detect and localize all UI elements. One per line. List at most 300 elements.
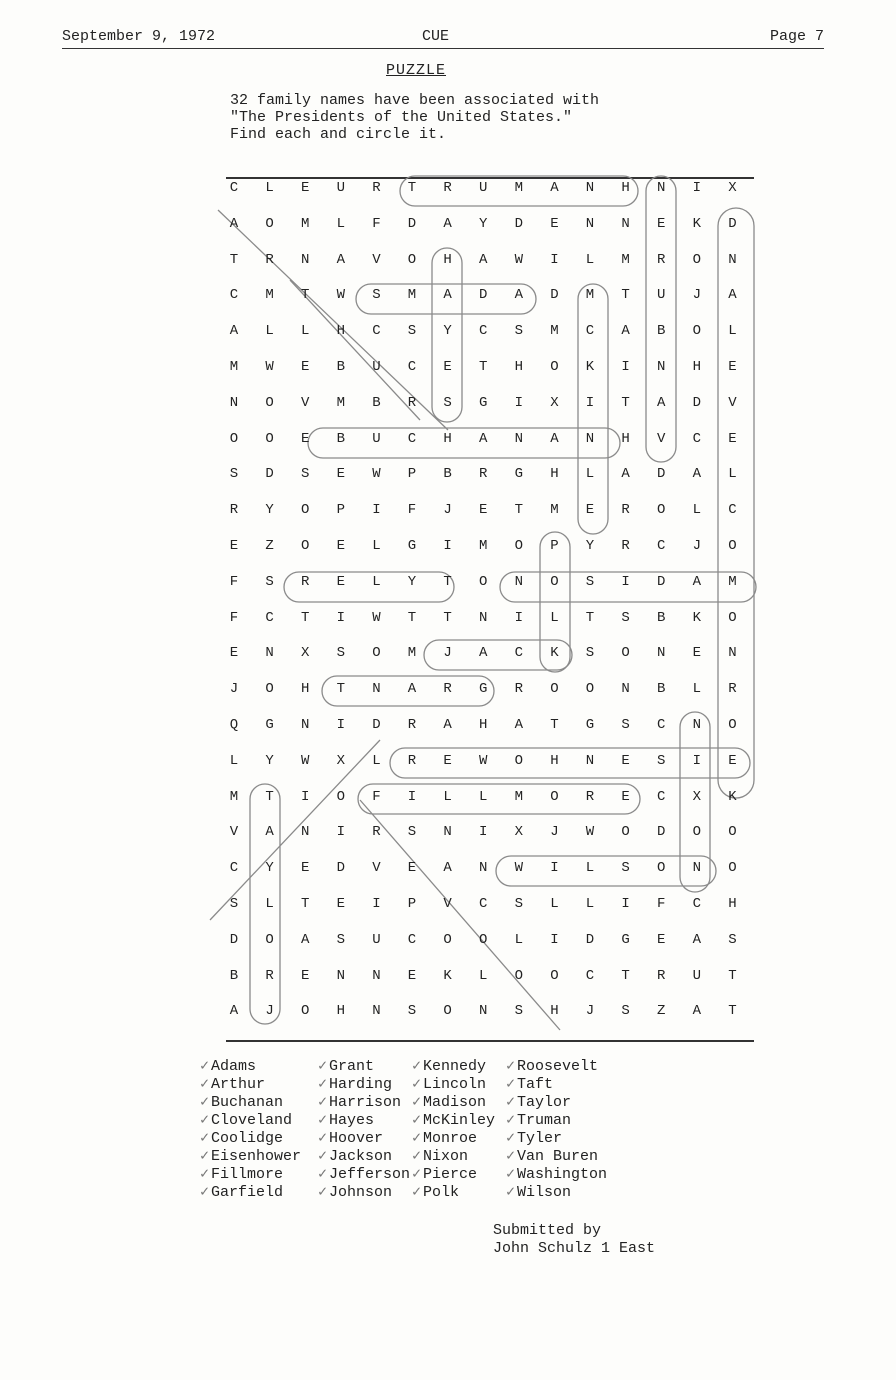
grid-letter[interactable]: I bbox=[336, 824, 345, 841]
grid-letter[interactable]: O bbox=[300, 1003, 310, 1020]
grid-letter[interactable]: I bbox=[336, 717, 345, 733]
grid-letter[interactable]: H bbox=[336, 323, 345, 340]
grid-letter[interactable]: A bbox=[443, 215, 452, 232]
grid-letter[interactable]: E bbox=[728, 359, 737, 375]
grid-letter[interactable]: M bbox=[300, 215, 310, 232]
grid-letter[interactable]: E bbox=[407, 860, 417, 877]
grid-letter[interactable]: E bbox=[300, 430, 310, 447]
grid-letter[interactable]: O bbox=[265, 681, 274, 698]
grid-letter[interactable]: T bbox=[728, 1003, 737, 1020]
grid-letter[interactable]: R bbox=[407, 394, 417, 411]
grid-letter[interactable]: A bbox=[443, 860, 452, 877]
grid-letter[interactable]: O bbox=[478, 573, 488, 590]
grid-letter[interactable]: B bbox=[336, 430, 345, 447]
grid-letter[interactable]: H bbox=[300, 681, 310, 698]
grid-letter[interactable]: W bbox=[300, 752, 310, 769]
grid-letter[interactable]: W bbox=[514, 860, 523, 877]
grid-letter[interactable]: C bbox=[407, 359, 417, 375]
grid-letter[interactable]: C bbox=[656, 538, 666, 554]
grid-letter[interactable]: P bbox=[336, 502, 345, 519]
grid-letter[interactable]: M bbox=[407, 287, 417, 304]
grid-letter[interactable]: A bbox=[265, 824, 274, 841]
grid-letter[interactable]: C bbox=[229, 860, 239, 877]
grid-letter[interactable]: A bbox=[478, 645, 488, 662]
grid-letter[interactable]: U bbox=[372, 931, 381, 948]
grid-letter[interactable]: E bbox=[443, 752, 452, 769]
grid-letter[interactable]: O bbox=[300, 538, 310, 554]
grid-letter[interactable]: E bbox=[300, 359, 310, 375]
grid-letter[interactable]: C bbox=[692, 430, 701, 447]
grid-letter[interactable]: O bbox=[585, 681, 595, 698]
grid-letter[interactable]: S bbox=[229, 466, 239, 483]
grid-letter[interactable]: V bbox=[372, 860, 381, 877]
grid-letter[interactable]: Y bbox=[407, 573, 417, 590]
grid-letter[interactable]: S bbox=[656, 752, 666, 769]
grid-letter[interactable]: D bbox=[728, 215, 737, 232]
grid-letter[interactable]: H bbox=[550, 1003, 559, 1020]
grid-letter[interactable]: W bbox=[372, 466, 381, 483]
grid-letter[interactable]: L bbox=[550, 896, 559, 912]
grid-letter[interactable]: T bbox=[407, 609, 417, 626]
grid-letter[interactable]: M bbox=[265, 287, 274, 304]
grid-letter[interactable]: O bbox=[514, 752, 523, 769]
grid-letter[interactable]: M bbox=[585, 287, 595, 304]
grid-letter[interactable]: X bbox=[514, 824, 523, 841]
grid-letter[interactable]: A bbox=[443, 287, 452, 304]
grid-letter[interactable]: E bbox=[300, 180, 310, 196]
grid-letter[interactable]: J bbox=[229, 681, 239, 698]
grid-letter[interactable]: C bbox=[514, 645, 523, 662]
grid-letter[interactable]: C bbox=[585, 323, 595, 340]
grid-letter[interactable]: S bbox=[514, 896, 523, 912]
grid-letter[interactable]: R bbox=[585, 788, 595, 805]
grid-letter[interactable]: R bbox=[443, 180, 452, 196]
grid-letter[interactable]: H bbox=[443, 430, 452, 447]
grid-letter[interactable]: R bbox=[265, 967, 274, 984]
grid-letter[interactable]: K bbox=[443, 967, 452, 984]
grid-letter[interactable]: S bbox=[621, 609, 630, 626]
grid-letter[interactable]: A bbox=[407, 681, 417, 698]
grid-letter[interactable]: N bbox=[478, 860, 488, 877]
grid-letter[interactable]: K bbox=[728, 788, 737, 805]
grid-letter[interactable]: N bbox=[372, 681, 381, 698]
grid-letter[interactable]: R bbox=[728, 681, 737, 698]
grid-letter[interactable]: T bbox=[300, 609, 310, 626]
grid-letter[interactable]: N bbox=[265, 645, 274, 662]
grid-letter[interactable]: R bbox=[300, 573, 310, 590]
grid-letter[interactable]: I bbox=[585, 394, 595, 411]
grid-letter[interactable]: T bbox=[621, 287, 630, 304]
grid-letter[interactable]: N bbox=[300, 717, 310, 733]
grid-letter[interactable]: N bbox=[443, 824, 452, 841]
grid-letter[interactable]: N bbox=[585, 430, 595, 447]
grid-letter[interactable]: V bbox=[443, 896, 452, 912]
grid-letter[interactable]: L bbox=[692, 681, 701, 698]
grid-letter[interactable]: M bbox=[621, 251, 630, 268]
grid-letter[interactable]: L bbox=[265, 896, 274, 912]
grid-letter[interactable]: L bbox=[300, 323, 310, 340]
grid-letter[interactable]: O bbox=[728, 538, 737, 554]
grid-letter[interactable]: D bbox=[656, 466, 666, 483]
grid-letter[interactable]: Q bbox=[229, 717, 239, 733]
grid-letter[interactable]: N bbox=[728, 251, 737, 268]
grid-letter[interactable]: A bbox=[550, 180, 559, 196]
grid-letter[interactable]: T bbox=[229, 251, 239, 268]
grid-letter[interactable]: K bbox=[550, 645, 559, 662]
grid-letter[interactable]: E bbox=[621, 752, 630, 769]
grid-letter[interactable]: F bbox=[372, 788, 381, 805]
grid-letter[interactable]: C bbox=[229, 180, 239, 196]
grid-letter[interactable]: M bbox=[550, 323, 559, 340]
grid-letter[interactable]: L bbox=[728, 323, 737, 340]
grid-letter[interactable]: K bbox=[692, 215, 701, 232]
grid-letter[interactable]: O bbox=[692, 824, 701, 841]
grid-letter[interactable]: B bbox=[229, 967, 239, 984]
grid-letter[interactable]: O bbox=[656, 860, 666, 877]
grid-letter[interactable]: E bbox=[728, 430, 737, 447]
grid-letter[interactable]: O bbox=[265, 931, 274, 948]
grid-letter[interactable]: C bbox=[692, 896, 701, 912]
grid-letter[interactable]: H bbox=[621, 180, 630, 196]
grid-letter[interactable]: S bbox=[407, 323, 417, 340]
grid-letter[interactable]: B bbox=[372, 394, 381, 411]
grid-letter[interactable]: W bbox=[336, 287, 345, 304]
grid-letter[interactable]: I bbox=[372, 502, 381, 519]
grid-letter[interactable]: C bbox=[656, 717, 666, 733]
grid-letter[interactable]: N bbox=[336, 967, 345, 984]
grid-letter[interactable]: E bbox=[300, 860, 310, 877]
grid-letter[interactable]: S bbox=[336, 931, 345, 948]
grid-letter[interactable]: N bbox=[621, 681, 630, 698]
grid-letter[interactable]: P bbox=[407, 896, 417, 912]
grid-letter[interactable]: A bbox=[692, 931, 701, 948]
grid-letter[interactable]: C bbox=[229, 287, 239, 304]
grid-letter[interactable]: G bbox=[514, 466, 523, 483]
grid-letter[interactable]: Z bbox=[656, 1003, 666, 1020]
grid-letter[interactable]: A bbox=[478, 430, 488, 447]
grid-letter[interactable]: H bbox=[692, 359, 701, 375]
grid-letter[interactable]: A bbox=[229, 215, 239, 232]
grid-letter[interactable]: N bbox=[585, 752, 595, 769]
grid-letter[interactable]: I bbox=[443, 538, 452, 554]
grid-letter[interactable]: U bbox=[692, 967, 701, 984]
grid-letter[interactable]: C bbox=[656, 788, 666, 805]
grid-letter[interactable]: I bbox=[514, 394, 523, 411]
grid-letter[interactable]: A bbox=[692, 466, 701, 483]
grid-letter[interactable]: J bbox=[443, 645, 452, 662]
grid-letter[interactable]: Y bbox=[265, 502, 274, 519]
grid-letter[interactable]: M bbox=[478, 538, 488, 554]
grid-letter[interactable]: O bbox=[728, 860, 737, 877]
grid-letter[interactable]: E bbox=[656, 215, 666, 232]
grid-letter[interactable]: E bbox=[692, 645, 701, 662]
grid-letter[interactable]: R bbox=[514, 681, 523, 698]
grid-letter[interactable]: S bbox=[229, 896, 239, 912]
grid-letter[interactable]: M bbox=[550, 502, 559, 519]
grid-letter[interactable]: O bbox=[550, 967, 559, 984]
grid-letter[interactable]: A bbox=[728, 287, 737, 304]
grid-letter[interactable]: N bbox=[585, 215, 595, 232]
grid-letter[interactable]: R bbox=[443, 681, 452, 698]
grid-letter[interactable]: D bbox=[692, 394, 701, 411]
grid-letter[interactable]: O bbox=[300, 502, 310, 519]
grid-letter[interactable]: O bbox=[443, 931, 452, 948]
grid-letter[interactable]: A bbox=[443, 717, 452, 733]
grid-letter[interactable]: G bbox=[621, 931, 630, 948]
grid-letter[interactable]: G bbox=[407, 538, 417, 554]
grid-letter[interactable]: R bbox=[478, 466, 488, 483]
grid-letter[interactable]: M bbox=[514, 788, 523, 805]
grid-letter[interactable]: E bbox=[585, 502, 595, 519]
grid-letter[interactable]: O bbox=[728, 609, 737, 626]
grid-letter[interactable]: L bbox=[336, 215, 345, 232]
grid-letter[interactable]: U bbox=[656, 287, 666, 304]
grid-letter[interactable]: E bbox=[656, 931, 666, 948]
grid-letter[interactable]: U bbox=[372, 430, 381, 447]
grid-letter[interactable]: A bbox=[692, 1003, 701, 1020]
grid-letter[interactable]: E bbox=[336, 573, 345, 590]
grid-letter[interactable]: R bbox=[372, 824, 381, 841]
grid-letter[interactable]: S bbox=[407, 824, 417, 841]
grid-letter[interactable]: O bbox=[229, 430, 239, 447]
grid-letter[interactable]: W bbox=[585, 824, 595, 841]
grid-letter[interactable]: H bbox=[728, 896, 737, 912]
grid-letter[interactable]: D bbox=[585, 931, 595, 948]
grid-letter[interactable]: N bbox=[372, 967, 381, 984]
grid-letter[interactable]: N bbox=[300, 824, 310, 841]
grid-letter[interactable]: E bbox=[336, 896, 345, 912]
grid-letter[interactable]: E bbox=[728, 752, 737, 769]
grid-letter[interactable]: T bbox=[478, 359, 488, 375]
grid-letter[interactable]: N bbox=[300, 251, 310, 268]
grid-letter[interactable]: C bbox=[265, 609, 274, 626]
grid-letter[interactable]: E bbox=[229, 538, 239, 554]
grid-letter[interactable]: S bbox=[300, 466, 310, 483]
grid-letter[interactable]: E bbox=[621, 788, 630, 805]
grid-letter[interactable]: O bbox=[265, 215, 274, 232]
grid-letter[interactable]: N bbox=[692, 717, 701, 733]
grid-letter[interactable]: O bbox=[265, 394, 274, 411]
grid-letter[interactable]: R bbox=[229, 502, 239, 519]
grid-letter[interactable]: X bbox=[300, 645, 310, 662]
grid-letter[interactable]: T bbox=[336, 681, 345, 698]
grid-letter[interactable]: C bbox=[372, 323, 381, 340]
grid-letter[interactable]: N bbox=[372, 1003, 381, 1020]
grid-letter[interactable]: U bbox=[372, 359, 381, 375]
grid-letter[interactable]: M bbox=[728, 573, 737, 590]
grid-letter[interactable]: M bbox=[229, 788, 239, 805]
grid-letter[interactable]: Y bbox=[478, 215, 488, 232]
grid-letter[interactable]: M bbox=[229, 359, 239, 375]
grid-letter[interactable]: I bbox=[550, 251, 559, 268]
grid-letter[interactable]: R bbox=[372, 180, 381, 196]
grid-letter[interactable]: O bbox=[265, 430, 274, 447]
grid-letter[interactable]: N bbox=[229, 394, 239, 411]
grid-letter[interactable]: L bbox=[478, 967, 488, 984]
grid-letter[interactable]: T bbox=[514, 502, 523, 519]
grid-letter[interactable]: B bbox=[656, 609, 666, 626]
grid-letter[interactable]: N bbox=[478, 1003, 488, 1020]
grid-letter[interactable]: O bbox=[550, 681, 559, 698]
grid-letter[interactable]: L bbox=[585, 251, 595, 268]
grid-letter[interactable]: I bbox=[621, 896, 630, 912]
grid-letter[interactable]: B bbox=[656, 681, 666, 698]
grid-letter[interactable]: D bbox=[407, 215, 417, 232]
grid-letter[interactable]: C bbox=[585, 967, 595, 984]
grid-letter[interactable]: A bbox=[229, 323, 239, 340]
grid-letter[interactable]: W bbox=[514, 251, 523, 268]
grid-letter[interactable]: C bbox=[407, 430, 417, 447]
grid-letter[interactable]: M bbox=[514, 180, 523, 196]
grid-letter[interactable]: A bbox=[514, 717, 523, 733]
grid-letter[interactable]: A bbox=[656, 394, 666, 411]
grid-letter[interactable]: G bbox=[478, 394, 488, 411]
grid-letter[interactable]: D bbox=[265, 466, 274, 483]
grid-letter[interactable]: W bbox=[265, 359, 274, 375]
grid-letter[interactable]: I bbox=[407, 788, 417, 805]
grid-letter[interactable]: I bbox=[550, 931, 559, 948]
grid-letter[interactable]: W bbox=[478, 752, 488, 769]
grid-letter[interactable]: J bbox=[692, 287, 701, 304]
grid-letter[interactable]: A bbox=[300, 931, 310, 948]
grid-letter[interactable]: K bbox=[585, 359, 595, 375]
grid-letter[interactable]: F bbox=[229, 609, 239, 626]
grid-letter[interactable]: C bbox=[478, 896, 488, 912]
grid-letter[interactable]: O bbox=[478, 931, 488, 948]
grid-letter[interactable]: X bbox=[336, 752, 345, 769]
grid-letter[interactable]: T bbox=[300, 287, 310, 304]
grid-letter[interactable]: N bbox=[656, 359, 666, 375]
grid-letter[interactable]: F bbox=[229, 573, 239, 590]
grid-letter[interactable]: S bbox=[514, 1003, 523, 1020]
grid-letter[interactable]: M bbox=[336, 394, 345, 411]
grid-letter[interactable]: G bbox=[265, 717, 274, 733]
grid-letter[interactable]: D bbox=[336, 860, 345, 877]
grid-letter[interactable]: L bbox=[514, 931, 523, 948]
grid-letter[interactable]: O bbox=[728, 824, 737, 841]
grid-letter[interactable]: N bbox=[656, 645, 666, 662]
grid-letter[interactable]: O bbox=[336, 788, 345, 805]
grid-letter[interactable]: E bbox=[300, 967, 310, 984]
grid-letter[interactable]: C bbox=[407, 931, 417, 948]
grid-letter[interactable]: S bbox=[585, 645, 595, 662]
grid-letter[interactable]: V bbox=[656, 430, 666, 447]
grid-letter[interactable]: B bbox=[336, 359, 345, 375]
grid-letter[interactable]: T bbox=[407, 180, 417, 196]
grid-letter[interactable]: Y bbox=[443, 323, 452, 340]
grid-letter[interactable]: L bbox=[585, 860, 595, 877]
grid-letter[interactable]: O bbox=[514, 967, 523, 984]
grid-letter[interactable]: N bbox=[478, 609, 488, 626]
grid-letter[interactable]: A bbox=[692, 573, 701, 590]
grid-letter[interactable]: J bbox=[692, 538, 701, 554]
grid-letter[interactable]: O bbox=[621, 824, 630, 841]
grid-letter[interactable]: N bbox=[514, 430, 523, 447]
grid-letter[interactable]: O bbox=[692, 323, 701, 340]
grid-letter[interactable]: L bbox=[372, 573, 381, 590]
grid-letter[interactable]: O bbox=[550, 359, 559, 375]
grid-letter[interactable]: X bbox=[728, 180, 737, 196]
grid-letter[interactable]: L bbox=[443, 788, 452, 805]
grid-letter[interactable]: W bbox=[372, 609, 381, 626]
grid-letter[interactable]: O bbox=[407, 251, 417, 268]
grid-letter[interactable]: L bbox=[372, 752, 381, 769]
grid-letter[interactable]: V bbox=[229, 824, 239, 841]
grid-letter[interactable]: H bbox=[443, 251, 452, 268]
grid-letter[interactable]: I bbox=[336, 609, 345, 626]
grid-letter[interactable]: I bbox=[478, 824, 488, 841]
grid-letter[interactable]: O bbox=[621, 645, 630, 662]
grid-letter[interactable]: H bbox=[478, 717, 488, 733]
grid-letter[interactable]: N bbox=[585, 180, 595, 196]
grid-letter[interactable]: L bbox=[265, 180, 274, 196]
grid-letter[interactable]: N bbox=[514, 573, 523, 590]
grid-letter[interactable]: I bbox=[621, 359, 630, 375]
grid-letter[interactable]: R bbox=[621, 538, 630, 554]
grid-letter[interactable]: D bbox=[478, 287, 488, 304]
grid-letter[interactable]: L bbox=[728, 466, 737, 483]
grid-letter[interactable]: O bbox=[550, 573, 559, 590]
grid-letter[interactable]: H bbox=[621, 430, 630, 447]
grid-letter[interactable]: A bbox=[514, 287, 523, 304]
grid-letter[interactable]: J bbox=[265, 1003, 274, 1020]
grid-letter[interactable]: L bbox=[692, 502, 701, 519]
grid-letter[interactable]: T bbox=[550, 717, 559, 733]
grid-letter[interactable]: V bbox=[728, 394, 737, 411]
grid-letter[interactable]: N bbox=[728, 645, 737, 662]
grid-letter[interactable]: D bbox=[229, 931, 239, 948]
grid-letter[interactable]: Z bbox=[265, 538, 274, 554]
grid-letter[interactable]: L bbox=[585, 466, 595, 483]
grid-letter[interactable]: U bbox=[478, 180, 488, 196]
grid-letter[interactable]: B bbox=[443, 466, 452, 483]
grid-letter[interactable]: O bbox=[692, 251, 701, 268]
grid-letter[interactable]: D bbox=[514, 215, 523, 232]
grid-letter[interactable]: O bbox=[728, 717, 737, 733]
grid-letter[interactable]: L bbox=[478, 788, 488, 805]
grid-letter[interactable]: H bbox=[514, 359, 523, 375]
grid-letter[interactable]: O bbox=[550, 788, 559, 805]
grid-letter[interactable]: T bbox=[443, 573, 452, 590]
grid-letter[interactable]: F bbox=[372, 215, 381, 232]
grid-letter[interactable]: J bbox=[585, 1003, 595, 1020]
grid-letter[interactable]: D bbox=[656, 573, 666, 590]
grid-letter[interactable]: E bbox=[229, 645, 239, 662]
grid-letter[interactable]: D bbox=[550, 287, 559, 304]
grid-letter[interactable]: X bbox=[692, 788, 701, 805]
grid-letter[interactable]: O bbox=[514, 538, 523, 554]
grid-letter[interactable]: T bbox=[621, 394, 630, 411]
grid-letter[interactable]: H bbox=[336, 1003, 345, 1020]
grid-letter[interactable]: A bbox=[229, 1003, 239, 1020]
grid-letter[interactable]: I bbox=[372, 896, 381, 912]
grid-letter[interactable]: N bbox=[656, 180, 666, 196]
grid-letter[interactable]: R bbox=[407, 717, 417, 733]
grid-letter[interactable]: M bbox=[407, 645, 417, 662]
grid-letter[interactable]: S bbox=[514, 323, 523, 340]
grid-letter[interactable]: L bbox=[372, 538, 381, 554]
grid-letter[interactable]: R bbox=[656, 967, 666, 984]
grid-letter[interactable]: Y bbox=[265, 752, 274, 769]
grid-letter[interactable]: B bbox=[656, 323, 666, 340]
grid-letter[interactable]: R bbox=[407, 752, 417, 769]
grid-letter[interactable]: S bbox=[728, 931, 737, 948]
grid-letter[interactable]: T bbox=[621, 967, 630, 984]
grid-letter[interactable]: S bbox=[336, 645, 345, 662]
grid-letter[interactable]: S bbox=[265, 573, 274, 590]
grid-letter[interactable]: Y bbox=[265, 860, 274, 877]
grid-letter[interactable]: K bbox=[692, 609, 701, 626]
